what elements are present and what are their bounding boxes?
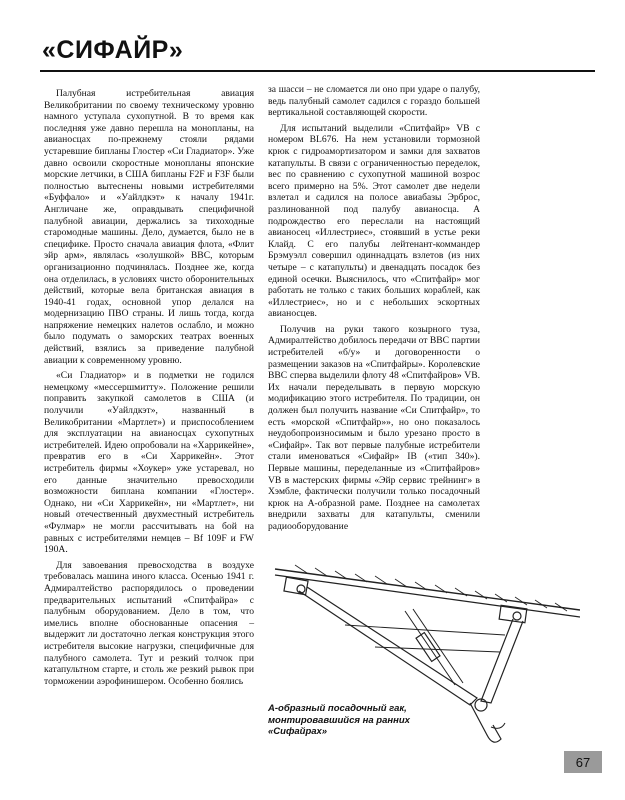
right-text-column	[268, 84, 480, 537]
paragraph: Получив на руки такого козырного туза, Адмиралтейство добилось передачи от ВВС партии истребителей «б/у» и договоренности о размещении заказов на «Спитфайры». Королевские ВВС сперва выделили флоту 48 «Спитфайров» VB. Их начали переделывать в первую морскую модификацию этого истребителя. По традиции, он должен был получить название «Си Спитфайр», то есть «морской «Спитфайр»», но оно показалось неудобопроизносимым и было урезано просто в «Сифайр». Так вот первые палубные истребители стали именоваться «Сифайр» IB («тип 340»). Первые машины, переделанные из «Спитфайров» VB в мастерских фирмы «Эйр сервис трейнинг» в Хэмбле, фактически получили только посадочный крюк на А-образной раме. Позднее на самолетах внедрили захваты для катапульты, сменили радиооборудование	[268, 323, 480, 532]
figure-caption: А-образный посадочный гак, монтировавшийся на ранних «Сифайрах»	[268, 703, 410, 737]
paragraph: Палубная истребительная авиация Великобритании по своему техническому уровню намного уступала сухопутной. В то время как последняя уже давно перешла на монопланы, на авианосцах по-прежнему стояли рядами устаревшие бипланы Глостер «Си Гладиатор». Уже давно освоили скоростные монопланы японские морские летчики, в США бипланы F2F и F3F были полностью вытеснены новыми истребителями «Буффало» и «Уайлдкэт» к началу 1941г. Англичане же, оправдывать специфичной палубной авиации, держались за тихоходные старомодные машины. Дело, думается, было не в специфике. Просто сначала авиация флота, «Флит эйр арм», являлась «золушкой» ВВС, которым организационно подчинялась. Позднее же, когда она отделилась, в условиях чисто оборонительных действий, которые вела британская авиация в 1940-41 годах, основной упор делался на модернизацию ПВО страны. И лишь тогда, когда напряжение немецких налетов ослабло, и можно было подумать о заморских театрах военных действий, взялись за приведение палубной авиации к современному уровню.	[44, 88, 254, 366]
paragraph: Для испытаний выделили «Спитфайр» VB с номером BL676. На нем установили тормозной крюк с гидроамортизатором и замки для захватов катапульты. В связи с ограниченностью переделок, вес по сравнению с сухопутной машиной возрос всего примерно на 5%. Этот самолет две недели взлетал и садился на полосе авиабазы Эрброс, разлинованной под палубу авианосца. А подрождество его переслали на настоящий авианосец «Иллестриес», стоявший в устье реки Клайд. С его палубы лейтенант-коммандер Брэмуэлл совершил одиннадцать взлетов (из них четыре – с катапульты) и двенадцать посадок без единой осечки. Выяснилось, что «Спитфайр» мог работать не только с таких больших кораблей, как «Иллестриес», но и с небольших эскортных авианосцев.	[268, 122, 480, 320]
left-text-column	[44, 88, 254, 691]
title-divider	[40, 70, 595, 72]
paragraph: за шасси – не сломается ли оно при ударе о палубу, ведь палубный самолет садился с гораздо большей вертикальной составляющей скорости.	[268, 84, 480, 119]
paragraph: «Си Гладиатор» и в подметки не годился немецкому «мессершмитту». Положение решили поправить закупкой самолетов в США (и получили «Уайлдкэт», названный в Великобритании «Мартлет») и приспособлением для эксплуатации на авианосцах сухопутных истребителей. Идею опробовали на «Харрикейне», превратив его в «Си Харрикейн». Этот истребитель фирмы «Хоукер» уже устаревал, но его данные значительно превосходили возможности биплана компании «Глостер». Однако, ни «Си Харрикейн», ни «Мартлет», ни новый отечественный двухместный истребитель «Фулмар» не могли рассчитывать на бой на равных с истребителями немцев – Bf 109F и FW 190A.	[44, 370, 254, 556]
paragraph: Для завоевания превосходства в воздухе требовалась машина иного класса. Осенью 1941 г. Адмиралтейство распорядилось о проведении предварительных испытаний «Спитфайра» с палубным оборудованием. Дело в том, что имелись вполне обоснованные опасения – выдержит ли достаточно легкая конструкция этого истребителя высокие нагрузки, специфичные для палубного самолета. Тут и резкий толчок при катапультном старте, и столь же резкий рывок при торможении аэрофинишером. Особенно боялись	[44, 559, 254, 687]
article-title: «СИФАЙР»	[42, 36, 184, 64]
page-number: 67	[564, 751, 602, 773]
